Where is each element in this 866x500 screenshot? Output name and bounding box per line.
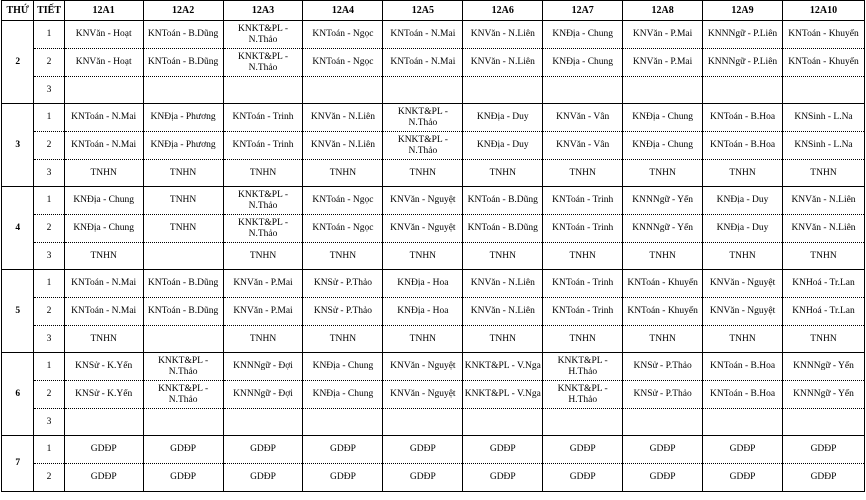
- header-class: 12A8: [623, 1, 703, 21]
- schedule-cell: GDĐP: [463, 436, 543, 464]
- schedule-cell: KNToán - Ngọc: [303, 49, 383, 77]
- table-row: [2, 243, 865, 270]
- schedule-cell: TNHN: [703, 160, 783, 187]
- timetable: [1, 0, 865, 492]
- schedule-cell: [223, 77, 303, 104]
- schedule-cell: KNVăn - P.Mai: [623, 21, 703, 49]
- schedule-cell: [303, 77, 383, 104]
- schedule-cell: KNSử - K.Yến: [64, 353, 143, 381]
- header-row: [2, 1, 865, 21]
- schedule-cell: [463, 77, 543, 104]
- table-row: [2, 132, 865, 160]
- schedule-cell: GDĐP: [223, 464, 303, 492]
- schedule-cell: GDĐP: [463, 464, 543, 492]
- schedule-cell: KNĐịa - Duy: [703, 215, 783, 243]
- period-cell: 1: [34, 436, 64, 464]
- schedule-cell: GDĐP: [143, 436, 223, 464]
- schedule-cell: KNNNgữ - Yến: [623, 215, 703, 243]
- schedule-cell: TNHN: [383, 160, 463, 187]
- schedule-cell: KNToán - B.Hoa: [703, 104, 783, 132]
- schedule-cell: [303, 409, 383, 436]
- schedule-cell: GDĐP: [383, 436, 463, 464]
- schedule-cell: KNĐịa - Duy: [463, 104, 543, 132]
- schedule-cell: KNVăn - N.Liên: [463, 49, 543, 77]
- schedule-cell: KNToán - Ngọc: [303, 187, 383, 215]
- schedule-cell: KNToán - B.Hoa: [703, 132, 783, 160]
- schedule-cell: TNHN: [64, 160, 143, 187]
- schedule-cell: TNHN: [383, 326, 463, 353]
- period-cell: 1: [34, 187, 64, 215]
- schedule-cell: KNKT&PL - H.Thảo: [543, 381, 623, 409]
- schedule-cell: GDĐP: [543, 464, 623, 492]
- schedule-cell: GDĐP: [543, 436, 623, 464]
- schedule-cell: GDĐP: [703, 436, 783, 464]
- schedule-cell: KNVăn - Nguyệt: [383, 215, 463, 243]
- table-row: [2, 160, 865, 187]
- schedule-cell: GDĐP: [64, 464, 143, 492]
- schedule-cell: KNĐịa - Chung: [543, 49, 623, 77]
- schedule-cell: TNHN: [543, 160, 623, 187]
- schedule-cell: GDĐP: [783, 464, 865, 492]
- schedule-cell: KNToán - B.Dũng: [143, 270, 223, 298]
- schedule-cell: TNHN: [543, 326, 623, 353]
- schedule-cell: TNHN: [623, 326, 703, 353]
- schedule-cell: KNNNgữ - Đợi: [223, 381, 303, 409]
- schedule-cell: KNKT&PL - V.Nga: [463, 353, 543, 381]
- schedule-cell: KNKT&PL - N.Thảo: [223, 49, 303, 77]
- period-cell: 2: [34, 381, 64, 409]
- day-cell: 5: [2, 270, 34, 353]
- schedule-cell: [463, 409, 543, 436]
- header-class: 12A7: [543, 1, 623, 21]
- schedule-cell: KNVăn - N.Liên: [303, 132, 383, 160]
- schedule-cell: KNSử - K.Yến: [64, 381, 143, 409]
- schedule-cell: [543, 77, 623, 104]
- schedule-cell: KNNNgữ - P.Liên: [703, 21, 783, 49]
- header-tiet: TIẾT: [34, 1, 64, 21]
- table-row: [2, 464, 865, 492]
- schedule-cell: KNToán - N.Mai: [383, 49, 463, 77]
- schedule-cell: KNĐịa - Chung: [623, 104, 703, 132]
- period-cell: 1: [34, 270, 64, 298]
- schedule-cell: KNToán - B.Hoa: [703, 353, 783, 381]
- day-cell: 6: [2, 353, 34, 436]
- schedule-cell: KNSinh - L.Na: [783, 132, 865, 160]
- schedule-cell: GDĐP: [703, 464, 783, 492]
- schedule-cell: KNVăn - N.Liên: [303, 104, 383, 132]
- header-class: 12A10: [783, 1, 865, 21]
- header-thu: THỨ: [2, 1, 34, 21]
- schedule-cell: KNToán - Khuyến: [783, 49, 865, 77]
- schedule-cell: KNĐịa - Chung: [64, 215, 143, 243]
- schedule-cell: KNHoá - Tr.Lan: [783, 270, 865, 298]
- period-cell: 2: [34, 49, 64, 77]
- schedule-cell: KNNNgữ - Đợi: [223, 353, 303, 381]
- schedule-cell: TNHN: [463, 243, 543, 270]
- period-cell: 1: [34, 353, 64, 381]
- schedule-cell: KNKT&PL - N.Thảo: [383, 132, 463, 160]
- schedule-cell: [383, 409, 463, 436]
- schedule-cell: KNKT&PL - N.Thảo: [383, 104, 463, 132]
- schedule-cell: KNToán - B.Dũng: [143, 298, 223, 326]
- table-row: [2, 353, 865, 381]
- schedule-cell: KNVăn - Vân: [543, 132, 623, 160]
- schedule-cell: KNVăn - P.Mai: [223, 270, 303, 298]
- table-row: [2, 21, 865, 49]
- schedule-cell: KNKT&PL - N.Thảo: [143, 381, 223, 409]
- day-cell: 4: [2, 187, 34, 270]
- schedule-cell: KNVăn - P.Mai: [623, 49, 703, 77]
- schedule-cell: KNToán - N.Mai: [64, 132, 143, 160]
- period-cell: 1: [34, 21, 64, 49]
- schedule-cell: GDĐP: [223, 436, 303, 464]
- schedule-cell: GDĐP: [623, 464, 703, 492]
- schedule-cell: KNKT&PL - H.Thảo: [543, 353, 623, 381]
- schedule-cell: KNNNgữ - Yến: [623, 187, 703, 215]
- period-cell: 2: [34, 132, 64, 160]
- schedule-cell: TNHN: [143, 187, 223, 215]
- header-class: 12A9: [703, 1, 783, 21]
- schedule-cell: KNĐịa - Chung: [543, 21, 623, 49]
- schedule-cell: KNToán - B.Dũng: [143, 49, 223, 77]
- header-class: 12A6: [463, 1, 543, 21]
- schedule-cell: KNSử - P.Thảo: [623, 381, 703, 409]
- schedule-cell: TNHN: [303, 326, 383, 353]
- schedule-cell: KNVăn - Nguyệt: [703, 298, 783, 326]
- day-cell: 3: [2, 104, 34, 187]
- schedule-cell: [783, 77, 865, 104]
- schedule-cell: KNĐịa - Hoa: [383, 298, 463, 326]
- header-class: 12A1: [64, 1, 143, 21]
- period-cell: 3: [34, 326, 64, 353]
- schedule-cell: KNNNgữ - P.Liên: [703, 49, 783, 77]
- schedule-cell: [143, 77, 223, 104]
- period-cell: 3: [34, 77, 64, 104]
- schedule-cell: TNHN: [383, 243, 463, 270]
- schedule-cell: TNHN: [223, 243, 303, 270]
- day-cell: 7: [2, 436, 34, 492]
- schedule-cell: KNĐịa - Chung: [623, 132, 703, 160]
- schedule-cell: [64, 409, 143, 436]
- table-row: [2, 326, 865, 353]
- schedule-cell: KNĐịa - Phương: [143, 132, 223, 160]
- header-class: 12A2: [143, 1, 223, 21]
- schedule-cell: KNKT&PL - N.Thảo: [223, 215, 303, 243]
- schedule-cell: KNNNgữ - Yến: [783, 353, 865, 381]
- schedule-cell: TNHN: [223, 160, 303, 187]
- schedule-cell: KNĐịa - Chung: [303, 381, 383, 409]
- table-row: [2, 409, 865, 436]
- schedule-cell: KNToán - B.Dũng: [143, 21, 223, 49]
- schedule-cell: [223, 409, 303, 436]
- schedule-cell: KNToán - Khuyến: [783, 21, 865, 49]
- schedule-cell: KNVăn - Nguyệt: [383, 353, 463, 381]
- table-row: [2, 49, 865, 77]
- schedule-cell: KNKT&PL - V.Nga: [463, 381, 543, 409]
- schedule-cell: [383, 77, 463, 104]
- table-row: [2, 381, 865, 409]
- schedule-cell: TNHN: [64, 326, 143, 353]
- schedule-cell: KNVăn - Hoạt: [64, 21, 143, 49]
- schedule-cell: GDĐP: [64, 436, 143, 464]
- schedule-cell: [623, 409, 703, 436]
- schedule-cell: KNToán - B.Dũng: [463, 187, 543, 215]
- schedule-cell: KNToán - B.Hoa: [703, 381, 783, 409]
- schedule-cell: KNSử - P.Thảo: [623, 353, 703, 381]
- schedule-cell: KNĐịa - Chung: [64, 187, 143, 215]
- table-row: [2, 187, 865, 215]
- schedule-cell: TNHN: [463, 326, 543, 353]
- schedule-cell: TNHN: [783, 243, 865, 270]
- schedule-cell: KNVăn - Nguyệt: [383, 187, 463, 215]
- schedule-cell: TNHN: [703, 243, 783, 270]
- schedule-cell: KNToán - Ngọc: [303, 21, 383, 49]
- header-class: 12A5: [383, 1, 463, 21]
- schedule-cell: KNToán - Trinh: [543, 215, 623, 243]
- schedule-cell: KNVăn - N.Liên: [463, 21, 543, 49]
- schedule-cell: KNKT&PL - N.Thảo: [223, 187, 303, 215]
- schedule-cell: TNHN: [143, 160, 223, 187]
- period-cell: 2: [34, 298, 64, 326]
- schedule-cell: [543, 409, 623, 436]
- schedule-cell: TNHN: [623, 243, 703, 270]
- schedule-cell: GDĐP: [303, 464, 383, 492]
- schedule-cell: KNĐịa - Duy: [463, 132, 543, 160]
- schedule-cell: KNĐịa - Hoa: [383, 270, 463, 298]
- schedule-cell: GDĐP: [783, 436, 865, 464]
- schedule-cell: KNToán - Trinh: [543, 298, 623, 326]
- table-row: [2, 77, 865, 104]
- period-cell: 2: [34, 464, 64, 492]
- header-class: 12A4: [303, 1, 383, 21]
- schedule-cell: [143, 243, 223, 270]
- schedule-cell: KNToán - B.Dũng: [463, 215, 543, 243]
- schedule-cell: KNKT&PL - N.Thảo: [223, 21, 303, 49]
- table-row: [2, 104, 865, 132]
- table-row: [2, 298, 865, 326]
- schedule-cell: [143, 409, 223, 436]
- timetable-body: [2, 21, 865, 492]
- schedule-cell: KNToán - N.Mai: [64, 298, 143, 326]
- schedule-cell: KNToán - N.Mai: [64, 104, 143, 132]
- schedule-cell: KNToán - Trinh: [223, 132, 303, 160]
- schedule-cell: KNĐịa - Phương: [143, 104, 223, 132]
- schedule-cell: KNĐịa - Duy: [703, 187, 783, 215]
- schedule-cell: KNVăn - N.Liên: [463, 270, 543, 298]
- schedule-cell: TNHN: [463, 160, 543, 187]
- schedule-cell: KNVăn - N.Liên: [463, 298, 543, 326]
- schedule-cell: TNHN: [623, 160, 703, 187]
- schedule-cell: KNToán - Trinh: [543, 187, 623, 215]
- schedule-cell: KNSử - P.Thảo: [303, 298, 383, 326]
- header-class: 12A3: [223, 1, 303, 21]
- table-row: [2, 215, 865, 243]
- schedule-cell: [143, 326, 223, 353]
- schedule-cell: GDĐP: [383, 464, 463, 492]
- period-cell: 1: [34, 104, 64, 132]
- schedule-cell: KNSinh - L.Na: [783, 104, 865, 132]
- table-row: [2, 436, 865, 464]
- schedule-cell: KNToán - Khuyến: [623, 298, 703, 326]
- period-cell: 3: [34, 160, 64, 187]
- schedule-cell: [783, 409, 865, 436]
- schedule-cell: [623, 77, 703, 104]
- schedule-cell: TNHN: [543, 243, 623, 270]
- schedule-cell: KNĐịa - Chung: [303, 353, 383, 381]
- schedule-cell: KNVăn - N.Liên: [783, 215, 865, 243]
- schedule-cell: KNToán - Trinh: [223, 104, 303, 132]
- schedule-cell: KNKT&PL - N.Thảo: [143, 353, 223, 381]
- table-row: [2, 270, 865, 298]
- schedule-cell: [64, 77, 143, 104]
- schedule-cell: GDĐP: [623, 436, 703, 464]
- schedule-cell: KNHoá - Tr.Lan: [783, 298, 865, 326]
- schedule-cell: [703, 77, 783, 104]
- schedule-cell: TNHN: [783, 160, 865, 187]
- schedule-cell: KNSử - P.Thảo: [303, 270, 383, 298]
- schedule-cell: KNNNgữ - Yến: [783, 381, 865, 409]
- schedule-cell: KNToán - N.Mai: [64, 270, 143, 298]
- day-cell: 2: [2, 21, 34, 104]
- schedule-cell: KNVăn - Hoạt: [64, 49, 143, 77]
- schedule-cell: TNHN: [143, 215, 223, 243]
- schedule-cell: KNVăn - Nguyệt: [703, 270, 783, 298]
- schedule-cell: TNHN: [223, 326, 303, 353]
- schedule-cell: KNToán - Trinh: [543, 270, 623, 298]
- schedule-cell: GDĐP: [143, 464, 223, 492]
- schedule-cell: KNVăn - P.Mai: [223, 298, 303, 326]
- schedule-cell: KNToán - N.Mai: [383, 21, 463, 49]
- schedule-cell: TNHN: [703, 326, 783, 353]
- schedule-cell: KNToán - Khuyến: [623, 270, 703, 298]
- schedule-cell: KNVăn - Nguyệt: [383, 381, 463, 409]
- schedule-cell: KNToán - Ngọc: [303, 215, 383, 243]
- period-cell: 2: [34, 215, 64, 243]
- period-cell: 3: [34, 409, 64, 436]
- schedule-cell: [703, 409, 783, 436]
- schedule-cell: KNVăn - Vân: [543, 104, 623, 132]
- period-cell: 3: [34, 243, 64, 270]
- schedule-cell: TNHN: [783, 326, 865, 353]
- schedule-cell: TNHN: [303, 243, 383, 270]
- schedule-cell: TNHN: [64, 243, 143, 270]
- schedule-cell: TNHN: [303, 160, 383, 187]
- schedule-cell: KNVăn - N.Liên: [783, 187, 865, 215]
- schedule-cell: GDĐP: [303, 436, 383, 464]
